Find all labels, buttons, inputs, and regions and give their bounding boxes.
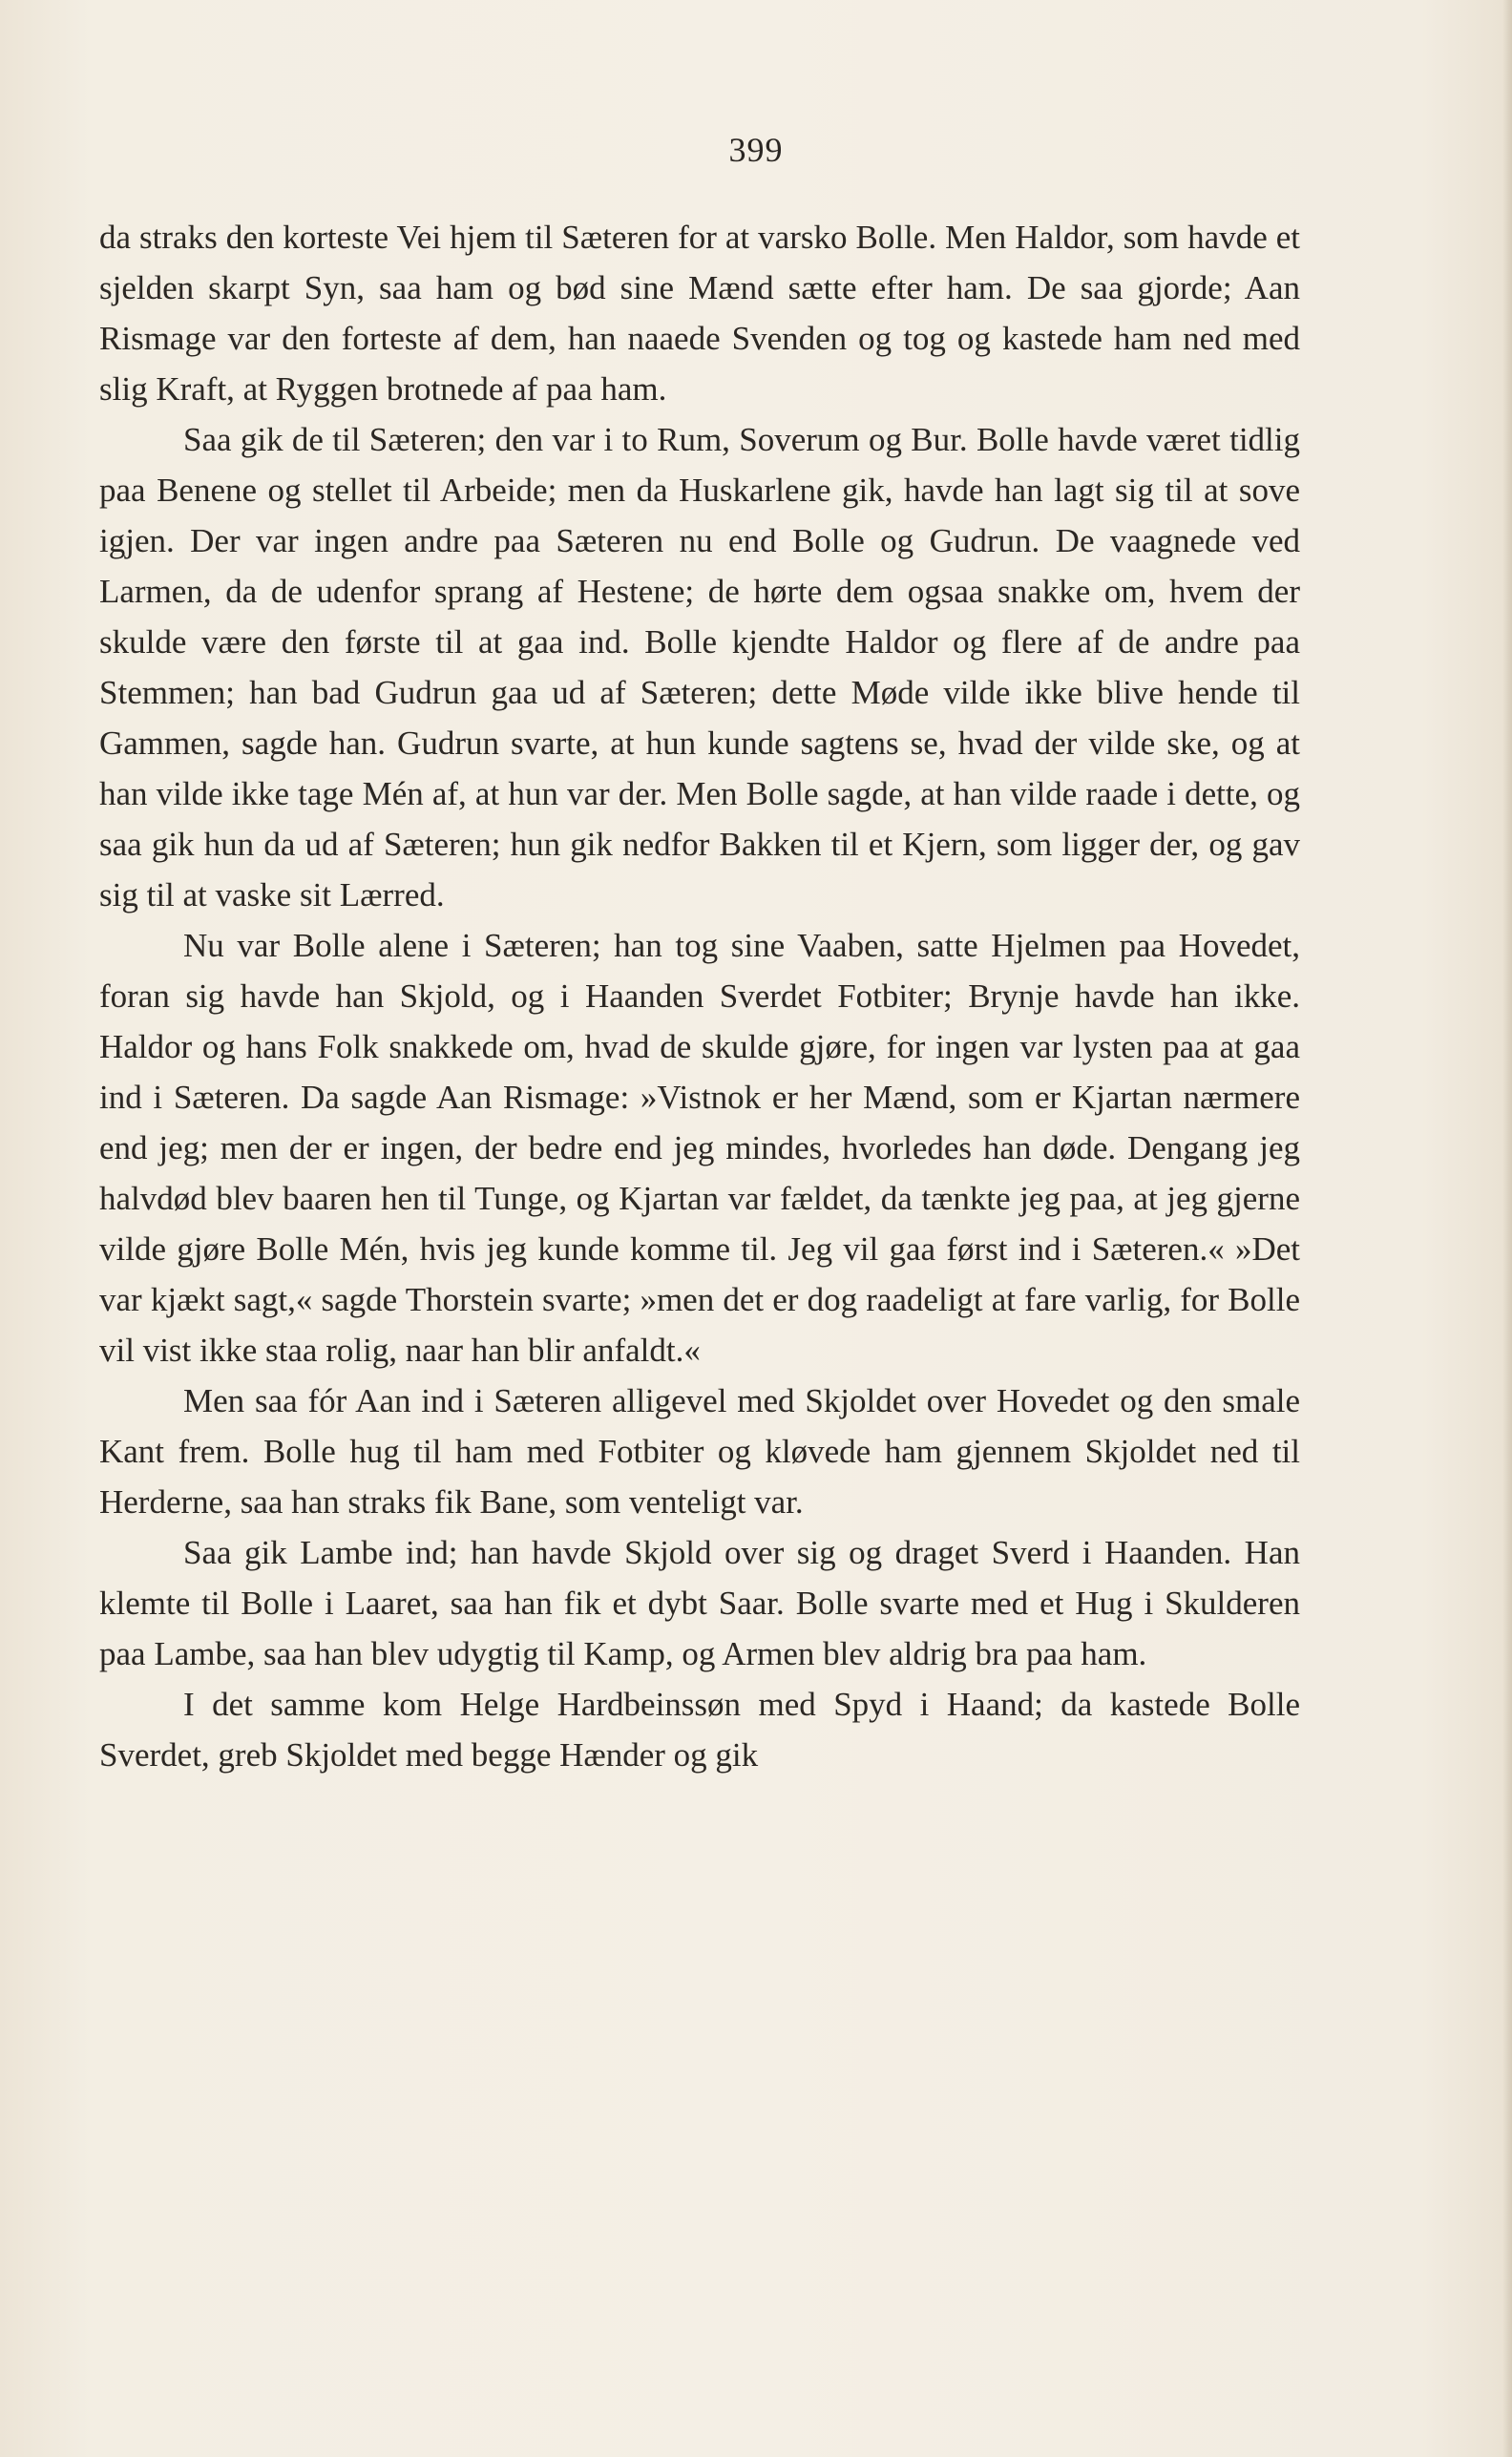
body-text (99, 212, 1300, 1780)
paragraph: Saa gik de til Sæteren; den var i to Rum, Soverum og Bur. Bolle havde været tidlig paa Benene og stellet til Arbeide; men da Huskarlene gik, havde han lagt sig til at sove igjen. Der var ingen andre paa Sæteren nu end Bolle og Gudrun. De vaagnede ved Larmen, da de udenfor sprang af Hestene; de hørte dem ogsaa snakke om, hvem der skulde være den første til at gaa ind. Bolle kjendte Haldor og flere af de andre paa Stemmen; han bad Gudrun gaa ud af Sæteren; dette Møde vilde ikke blive hende til Gammen, sagde han. Gudrun svarte, at hun kunde sagtens se, hvad der vilde ske, og at han vilde ikke tage Mén af, at hun var der. Men Bolle sagde, at han vilde raade i dette, og saa gik hun da ud af Sæteren; hun gik nedfor Bakken til et Kjern, som ligger der, og gav sig til at vaske sit Lærred. (99, 421, 1300, 914)
paragraph: Men saa fór Aan ind i Sæteren alligevel med Skjoldet over Hovedet og den smale Kant frem. Bolle hug til ham med Fotbiter og kløvede ham gjennem Skjoldet ned til Herderne, saa han straks fik Bane, som venteligt var. (99, 1382, 1300, 1521)
paragraph: I det samme kom Helge Hardbeinssøn med Spyd i Haand; da kastede Bolle Sverdet, greb Skjoldet med begge Hænder og gik (99, 1686, 1300, 1774)
paragraph: Saa gik Lambe ind; han havde Skjold over sig og draget Sverd i Haanden. Han klemte til Bolle i Laaret, saa han fik et dybt Saar. Bolle svarte med et Hug i Skulderen paa Lambe, saa han blev udygtig til Kamp, og Armen blev aldrig bra paa ham. (99, 1534, 1300, 1672)
paragraph: da straks den korteste Vei hjem til Sæteren for at varsko Bolle. Men Haldor, som havde et sjelden skarpt Syn, saa ham og bød sine Mænd sætte efter ham. De saa gjorde; Aan Rismage var den forteste af dem, han naaede Svenden og tog og kastede ham ned med slig Kraft, at Ryggen brotnede af paa ham. (99, 219, 1300, 408)
page-edge-shadow (1502, 0, 1512, 2457)
page-number: 399 (728, 131, 784, 169)
paragraph: Nu var Bolle alene i Sæteren; han tog sine Vaaben, satte Hjelmen paa Hovedet, foran sig havde han Skjold, og i Haanden Sverdet Fotbiter; Brynje havde han ikke. Haldor og hans Folk snakkede om, hvad de skulde gjøre, for ingen var lysten paa at gaa ind i Sæteren. Da sagde Aan Rismage: »Vistnok er her Mænd, som er Kjartan nærmere end jeg; men der er ingen, der bedre end jeg mindes, hvorledes han døde. Dengang jeg halvdød blev baaren hen til Tunge, og Kjartan var fældet, da tænkte jeg paa, at jeg gjerne vilde gjøre Bolle Mén, hvis jeg kunde komme til. Jeg vil gaa først ind i Sæteren.« »Det var kjækt sagt,« sagde Thorstein svarte; »men det er dog raadeligt at fare varlig, for Bolle vil vist ikke staa rolig, naar han blir anfaldt.« (99, 927, 1300, 1369)
